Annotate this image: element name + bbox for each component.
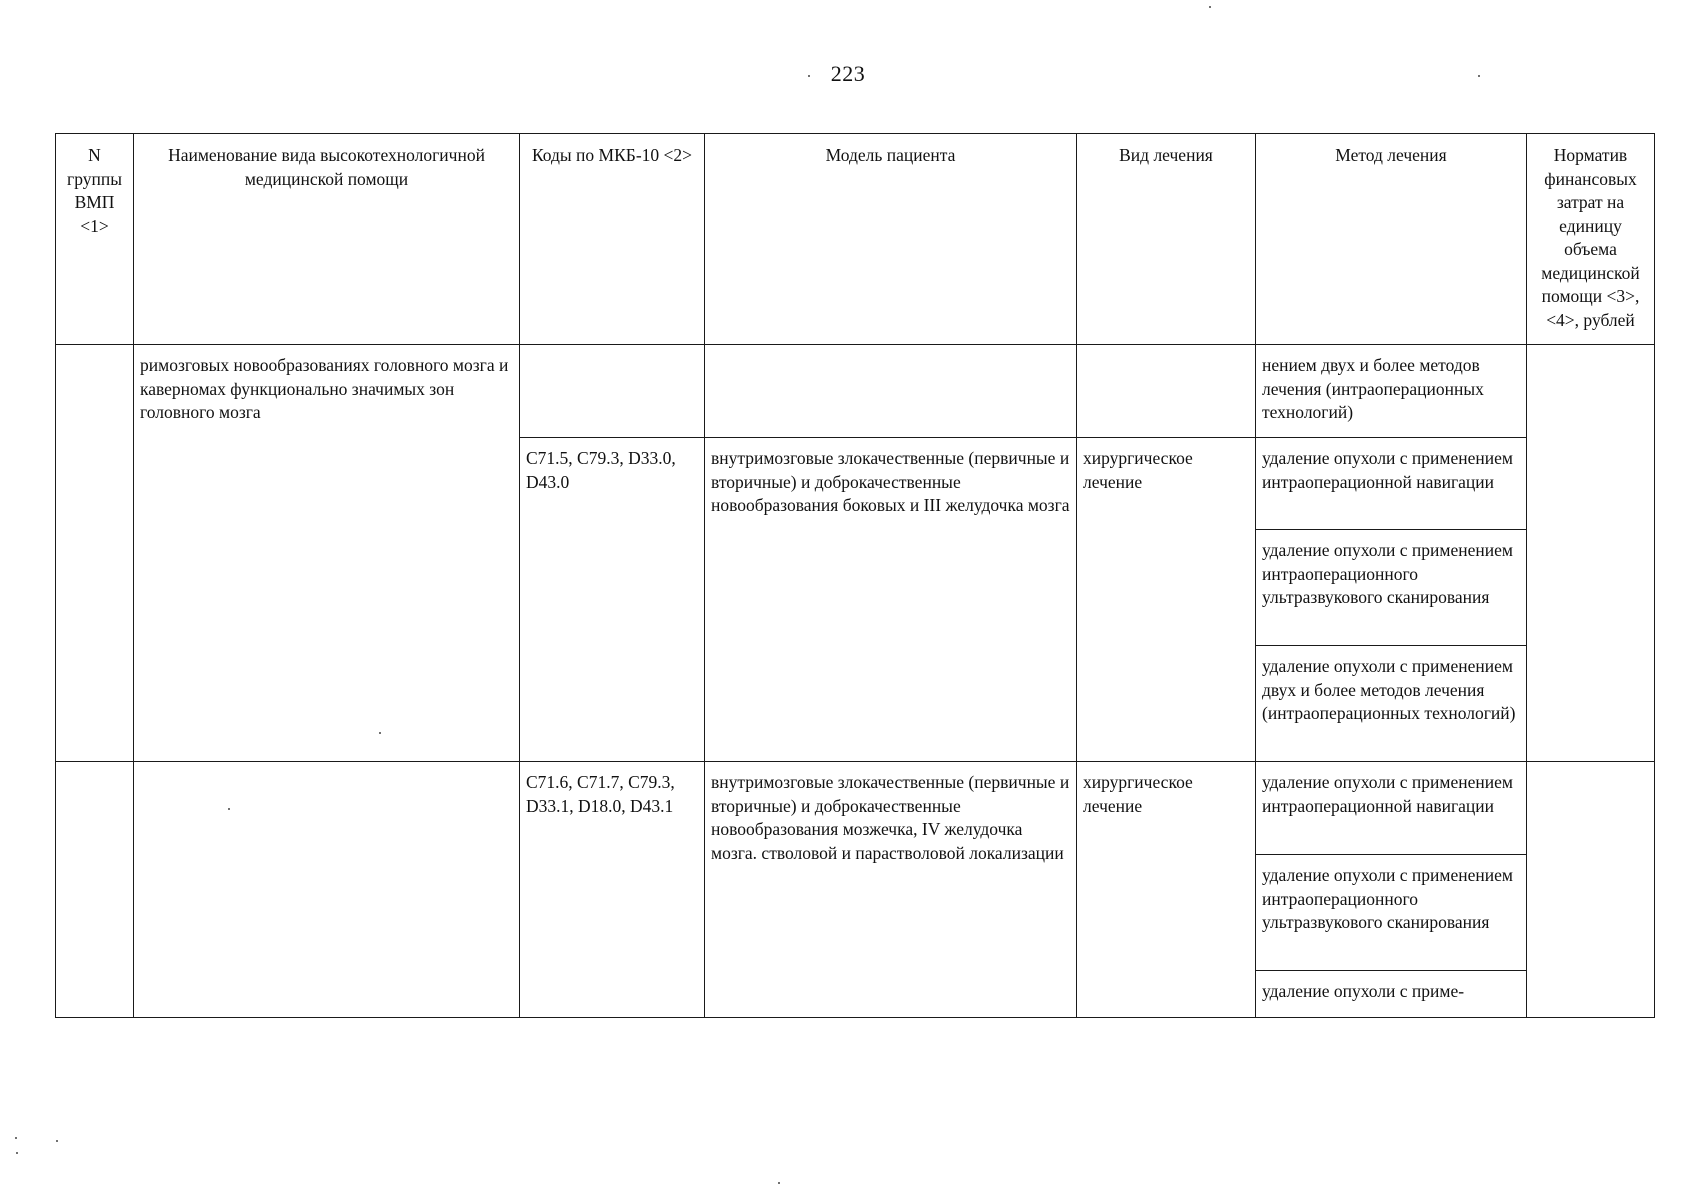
header-icd10-codes: Коды по МКБ-10 <2> (520, 134, 705, 345)
header-patient-model: Модель пациента (705, 134, 1077, 345)
scan-speck (56, 1140, 58, 1142)
group-no-cell (56, 762, 134, 1018)
hmp-table (55, 133, 1655, 1018)
header-group-no: N группы ВМП <1> (56, 134, 134, 345)
scan-speck (1478, 75, 1480, 77)
method-cell: удаление опухоли с применением интраоперационного ультразвукового сканирования (1256, 855, 1527, 971)
table-header-row (56, 134, 1655, 345)
patient-model-cell-empty (705, 345, 1077, 438)
treatment-type-cell: хирургическое лечение (1077, 762, 1256, 1018)
scan-speck (808, 75, 810, 77)
cost-cell (1527, 345, 1655, 762)
method-cell: удаление опухоли с применением интраоперационной навигации (1256, 762, 1527, 855)
method-cell: нением двух и более методов лечения (интраоперационных технологий) (1256, 345, 1527, 438)
care-type-name-cell (134, 762, 520, 1018)
header-treatment-type: Вид лечения (1077, 134, 1256, 345)
patient-model-cell: внутримозговые злокачественные (первичные и вторичные) и доброкачественные новообразования боковых и III желудочка мозга (705, 438, 1077, 762)
table-row (56, 345, 1655, 438)
scan-speck (379, 732, 381, 734)
cost-cell (1527, 762, 1655, 1018)
treatment-type-cell: хирургическое лечение (1077, 438, 1256, 762)
scan-speck (15, 1137, 17, 1139)
treatment-type-cell-empty (1077, 345, 1256, 438)
scan-speck (228, 808, 230, 810)
header-treatment-method: Метод лечения (1256, 134, 1527, 345)
codes-cell: C71.5, C79.3, D33.0, D43.0 (520, 438, 705, 762)
method-cell: удаление опухоли с применением интраоперационной навигации (1256, 438, 1527, 530)
scan-speck (1209, 6, 1211, 8)
page-number: 223 (830, 61, 866, 86)
method-cell: удаление опухоли с применением интраоперационного ультразвукового сканирования (1256, 530, 1527, 646)
codes-cell: C71.6, C71.7, C79.3, D33.1, D18.0, D43.1 (520, 762, 705, 1018)
table-row (56, 762, 1655, 855)
header-care-type-name: Наименование вида высокотехнологичной медицинской помощи (134, 134, 520, 345)
codes-cell-empty (520, 345, 705, 438)
patient-model-cell: внутримозговые злокачественные (первичные и вторичные) и доброкачественные новообразования мозжечка, IV желудочка мозга. стволовой и парастволовой локализации (705, 762, 1077, 1018)
scan-speck (16, 1152, 18, 1154)
group-no-cell (56, 345, 134, 762)
method-cell: удаление опухоли с приме- (1256, 971, 1527, 1018)
method-cell: удаление опухоли с применением двух и более методов лечения (интраоперационных технологий) (1256, 646, 1527, 762)
scan-speck (778, 1182, 780, 1184)
header-cost-standard: Норматив финансовых затрат на единицу объема медицинской помощи <3>, <4>, рублей (1527, 134, 1655, 345)
care-type-name-cell: римозговых новообразованиях головного мозга и каверномах функционально значимых зон головного мозга (134, 345, 520, 762)
